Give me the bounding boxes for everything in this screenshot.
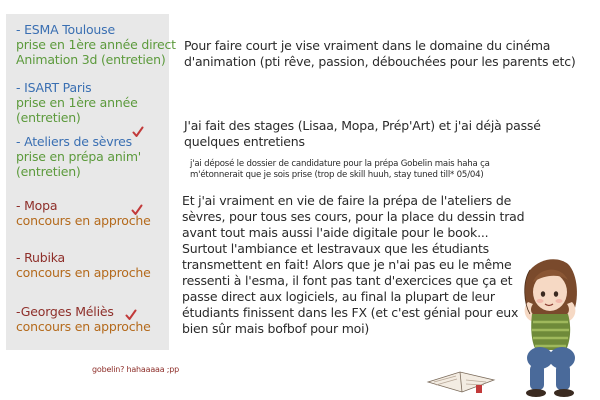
note-line: Pour faire court je vise vraiment dans le domaine du cinéma <box>184 38 551 53</box>
school-name: - Mopa <box>16 198 58 213</box>
book-illustration <box>422 352 502 396</box>
note-line: passe direct aux logiciels, au final la plupart de leur <box>182 289 495 304</box>
school-entry-ateliers-de-sevres <box>16 134 141 179</box>
note-internships <box>184 118 541 150</box>
school-status: concours en approche <box>16 213 151 228</box>
school-name: -Georges Méliès <box>16 304 114 319</box>
note-line: d'animation (pti rêve, passion, débouchées pour les parents etc) <box>184 54 576 69</box>
note-line: J'ai fait des stages (Lisaa, Mopa, Prép'Art) et j'ai déjà passé <box>184 118 541 133</box>
note-line: m'étonnerait que je sois prise (trop de skill huuh, stay tuned till* 05/04) <box>190 170 484 180</box>
school-name: - Rubika <box>16 250 66 265</box>
footer-note: gobelin? hahaaaaa ;pp <box>92 365 180 374</box>
note-ateliers-de-sevres <box>182 193 524 337</box>
note-line: quelques entretiens <box>184 134 305 149</box>
note-line: ressenti à l'esma, il font pas tant d'exercices que ça et <box>182 273 513 288</box>
school-status: prise en 1ère année direct <box>16 37 176 52</box>
note-line: j'ai déposé le dossier de candidature pour la prépa Gobelin mais haha ça <box>190 159 490 169</box>
school-name: - Ateliers de sèvres <box>16 134 132 149</box>
school-status-detail: (entretien) <box>16 110 81 125</box>
school-name: - ESMA Toulouse <box>16 22 115 37</box>
note-gobelins <box>190 159 490 181</box>
school-status-detail: Animation 3d (entretien) <box>16 52 166 67</box>
note-line: avant tout mais aussi l'aide digitale pour le book... <box>182 225 489 240</box>
note-line: bien sûr mais bofbof pour moi) <box>182 321 370 336</box>
note-line: étudiants finissent dans les FX (et c'est génial pour eux <box>182 305 519 320</box>
check-icon <box>132 126 144 138</box>
note-line: transmettent en fait! Alors que je n'ai pas eu le même <box>182 257 512 272</box>
school-name: - ISART Paris <box>16 80 92 95</box>
school-entry-esma <box>16 22 176 67</box>
school-status: concours en approche <box>16 265 151 280</box>
schools-sidebar <box>6 14 176 350</box>
girl-illustration <box>500 252 600 400</box>
school-entry-isart <box>16 80 138 125</box>
note-line: Surtout l'ambiance et lestravaux que les étudiants <box>182 241 489 256</box>
school-status: concours en approche <box>16 319 151 334</box>
check-icon <box>131 204 143 216</box>
school-entry-rubika <box>16 250 151 280</box>
note-line: Et j'ai vraiment en vie de faire la prépa de l'ateliers de <box>182 193 512 208</box>
school-status-detail: (entretien) <box>16 164 81 179</box>
school-status: prise en prépa anim' <box>16 149 142 164</box>
check-icon <box>125 309 137 321</box>
note-line: sèvres, pour tous ses cours, pour la place du dessin trad <box>182 209 525 224</box>
school-status: prise en 1ère année <box>16 95 138 110</box>
note-animation-goal <box>184 38 576 70</box>
